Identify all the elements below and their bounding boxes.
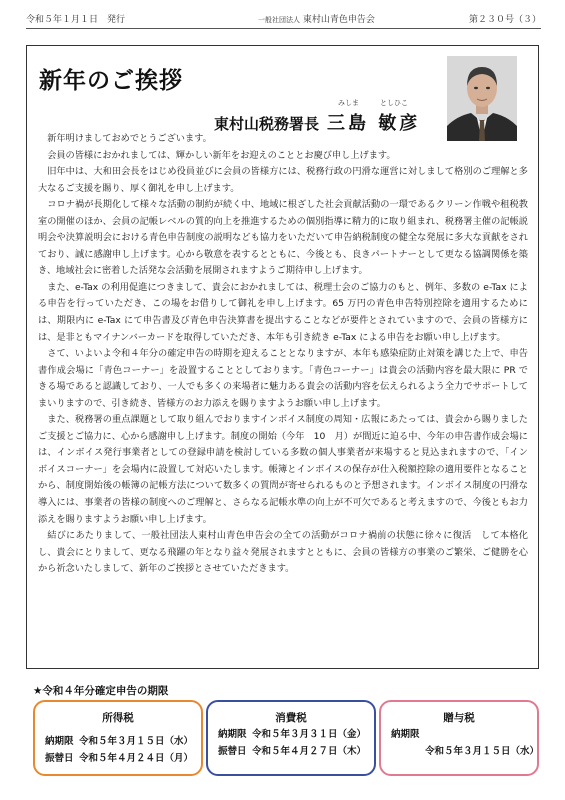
issue-date: 令和５年１月１日 発行	[26, 15, 126, 25]
ruby-given: としひこ	[380, 99, 408, 107]
organization-prefix: 一般社団法人	[258, 16, 300, 24]
article-body	[38, 131, 528, 578]
box-title: 消費税	[275, 712, 307, 724]
row-date: 令和５年３月１５日（水）	[79, 736, 194, 747]
deadline-heading: ★令和４年分確定申告の期限	[33, 685, 169, 697]
deadline-row	[45, 750, 193, 764]
deadline-row	[218, 726, 366, 740]
paragraph: 新年明けましておめでとうございます。	[47, 133, 212, 144]
row-label: 納期限	[391, 729, 420, 740]
issue-number: 第２３０号（３）	[468, 15, 541, 25]
paragraph: また、e-Tax の利用促進につきまして、貴会におかれましては、税理士会のご協力のもと、例年、多数の e-Tax による申告を行っていただき、この場をお借りして御礼を申し上げます。65 万円の青色申告特別控除を適用するためには、期限内に e-Tax にて申告書及び青色申告決算書を提出することなどが要件とされていますので、会員の皆様方には、是非ともマイナンバーカードを取得していただき、本年も引き続き e-Tax による申告をお願い申し上げます。	[38, 281, 528, 343]
paragraph: さて、いよいよ令和４年分の確定申告の時期を迎えることとなりますが、本年も感染症防止対策を講じた上で、申告書作成会場に「青色コーナー」を設置することとしております。「青色コーナー」は貴会の活動内容を最大限に PR できる場であると認識しており、一人でも多くの来場者に魅力ある貴会の活動内容を伝えられるよう全力でサポートしてまいりますので、引き続き、皆様方のお力添えを賜りますようお願い申し上げます。	[38, 348, 528, 409]
deadline-row	[391, 726, 425, 740]
consumption-tax-box	[206, 700, 376, 776]
author-name: 三島 敏彦	[327, 113, 421, 134]
paragraph: また、税務署の重点課題として取り組んでおりますインボイス制度の周知・広報にあたっては、貴会から賜りましたご支援とご協力に、心から感謝申し上げます。制度の開始（今年 10 月）が間近に迫る中、今年の申告書作成会場には、インボイス発行事業者としての登録申請を検討している多数の個人事業者が来場すると見込まれますので、「インボイスコーナー」を会場内に設置して対応いたします。帳簿とインボイスの保存が仕入税額控除の適用要件となることから、制度開始後の帳簿の記帳方法について数多くの質問が寄せられるものと予想されます。インボイス制度の円滑な導入には、事業者の皆様の制度へのご理解と、さらなる記帳水準の向上が不可欠であると考えますので、今後ともお力添えを賜りますようお願い申し上げます。	[38, 414, 528, 525]
article-title: 新年のご挨拶	[39, 68, 183, 94]
paragraph: 会員の皆様におかれましては、輝かしい新年をお迎えのこととお慶び申し上げます。	[47, 149, 396, 161]
organization-name	[258, 12, 375, 25]
author-portrait	[447, 56, 517, 141]
author-title: 東村山税務署長	[214, 115, 320, 133]
gift-tax-box	[379, 700, 539, 776]
row-date: 令和５年３月１５日（水）	[425, 746, 540, 757]
paragraph: コロナ禍が長期化して様々な活動の制約が続く中、地域に根ざした社会貢献活動の一環であるクリーン作戦や租税教室の開催のほか、会員の記帳レベルの質的向上を推進するための個別指導に精力的に取り組まれ、税務署主催の記帳説明会や決算説明会における青色申告制度の説明なども協力をいただいて申告納税制度の健全な発展に多大な貢献をされており、誠に感謝申し上げます。心から敬意を表するとともに、今後とも、良きパートナーとして更なる協調関係を築き、地域社会に密着した活発な会活動を展開されますようご期待申し上げます。	[38, 199, 528, 277]
deadline-row	[218, 743, 366, 757]
organization-title: 東村山青色申告会	[302, 15, 375, 25]
page-header	[26, 10, 541, 26]
box-title: 贈与税	[443, 712, 475, 724]
deadline-row	[45, 733, 193, 747]
row-date: 令和５年４月２４日（月）	[79, 753, 194, 764]
paragraph: 結びにあたりまして、一般社団法人東村山青色申告会の全ての活動がコロナ禍前の状態に徐々に復活 して本格化し、貴会にとりまして、更なる飛躍の年となり益々発展されますとともに、会員の皆様方の事業のご繁栄、ご健勝を心から祈念いたしまして、新年のご挨拶とさせていただきます。	[38, 530, 528, 575]
box-title: 所得税	[102, 712, 134, 724]
row-label: 納期限	[45, 736, 74, 747]
ruby-family: みしま	[338, 99, 359, 107]
row-date: 令和５年３月３１日（金）	[252, 729, 367, 740]
row-label: 振替日	[218, 746, 247, 757]
row-label: 振替日	[45, 753, 74, 764]
header-divider	[26, 28, 541, 29]
income-tax-box	[33, 700, 203, 776]
row-date: 令和５年４月２７日（木）	[252, 746, 367, 757]
paragraph: 旧年中は、大和田会長をはじめ役員並びに会員の皆様方には、税務行政の円滑な運営に対しまして格別のご理解と多大なるご支援を賜り、厚く御礼を申し上げます。	[38, 166, 528, 194]
row-label: 納期限	[218, 729, 247, 740]
deadline-row	[391, 743, 539, 757]
